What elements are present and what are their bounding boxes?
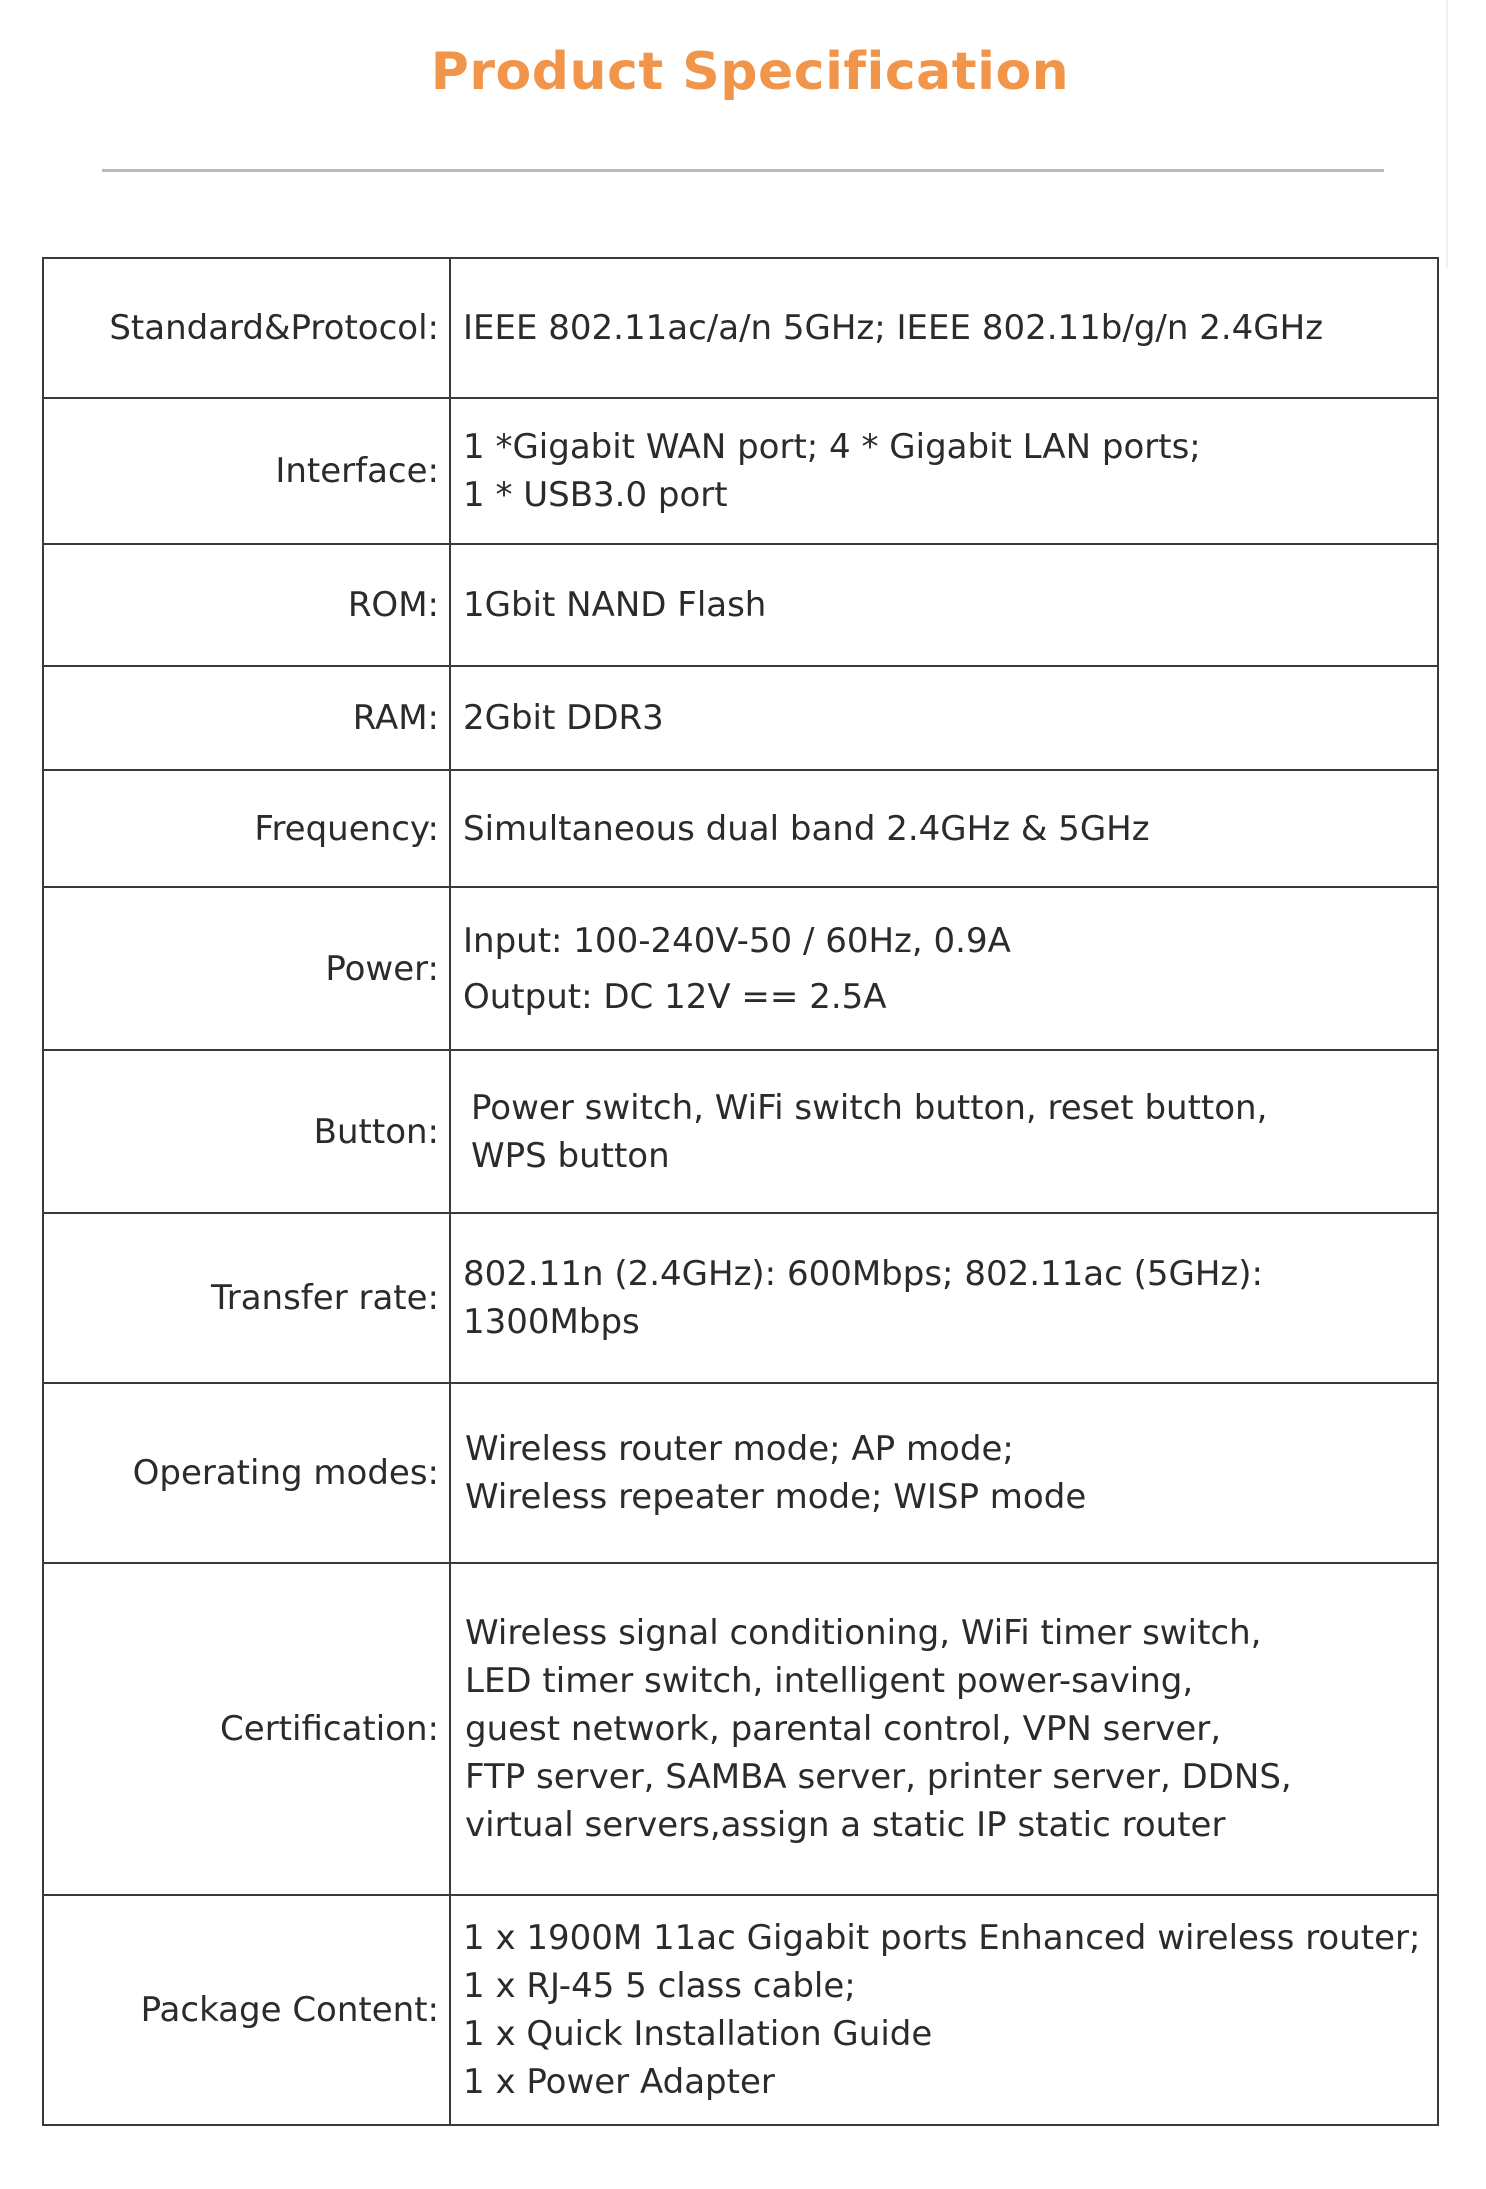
spec-value-line: Simultaneous dual band 2.4GHz & 5GHz [463,808,1150,849]
spec-value-line: Input: 100-240V-50 / 60Hz, 0.9A [463,920,1011,961]
spec-label: Interface: [43,398,450,544]
spec-value [450,1383,1438,1563]
spec-row-rom [43,544,1438,666]
spec-row-ram [43,666,1438,770]
spec-label: Package Content: [43,1895,450,2125]
spec-value-line: 1 x Power Adapter [463,2062,775,2102]
spec-label: Operating modes: [43,1383,450,1563]
spec-label: ROM: [43,544,450,666]
spec-value [450,887,1438,1050]
spec-value-line: WPS button [471,1135,670,1176]
spec-label: Certification: [43,1563,450,1895]
spec-value-line: 2Gbit DDR3 [463,698,664,738]
spec-value-line: guest network, parental control, VPN server, [465,1709,1222,1749]
spec-row-certification [43,1563,1438,1895]
spec-value [450,544,1438,666]
spec-value-line: 1 x Quick Installation Guide [463,2014,933,2054]
spec-value [450,1213,1438,1383]
title-divider [102,169,1384,172]
spec-row-package-content [43,1895,1438,2125]
spec-value-line: Output: DC 12V == 2.5A [463,976,887,1017]
spec-row-power [43,887,1438,1050]
spec-row-transfer-rate [43,1213,1438,1383]
spec-value [450,1050,1438,1213]
spec-value-line: Power switch, WiFi switch button, reset button, [471,1087,1268,1128]
spec-value-line: 1 x RJ-45 5 class cable; [463,1966,856,2006]
spec-value-line: 1 *Gigabit WAN port; 4 * Gigabit LAN ports; [463,427,1201,467]
spec-value-line: Wireless signal conditioning, WiFi timer switch, [465,1613,1262,1653]
spec-value [450,1563,1438,1895]
spec-value-line: 1 x 1900M 11ac Gigabit ports Enhanced wireless router; [463,1918,1421,1958]
spec-row-standard [43,258,1438,398]
spec-value-line: Wireless router mode; AP mode; [465,1429,1014,1469]
spec-label: Frequency: [43,770,450,887]
spec-table [42,257,1439,2126]
spec-value-line: 1Gbit NAND Flash [463,585,767,625]
spec-label: Standard&Protocol: [43,258,450,398]
page-title: Product Specification [430,42,1070,102]
spec-value [450,1895,1438,2125]
spec-value-line: Wireless repeater mode; WISP mode [465,1477,1087,1517]
header-band [0,0,1448,268]
spec-value-line: IEEE 802.11ac/a/n 5GHz; IEEE 802.11b/g/n 2.4GHz [463,308,1324,348]
spec-value-line: LED timer switch, intelligent power-saving, [465,1661,1194,1701]
spec-row-frequency [43,770,1438,887]
spec-row-button [43,1050,1438,1213]
spec-value [450,770,1438,887]
spec-row-interface [43,398,1438,544]
spec-value-line: 1300Mbps [463,1302,640,1342]
spec-value [450,398,1438,544]
spec-value-line: 802.11n (2.4GHz): 600Mbps; 802.11ac (5GHz): [463,1254,1263,1294]
spec-label: Transfer rate: [43,1213,450,1383]
spec-value [450,258,1438,398]
spec-row-operating-modes [43,1383,1438,1563]
spec-value-line: 1 * USB3.0 port [463,475,728,515]
spec-value [450,666,1438,770]
spec-label: Button: [43,1050,450,1213]
spec-value-line: virtual servers,assign a static IP static router [465,1805,1226,1845]
spec-label: RAM: [43,666,450,770]
spec-value-line: FTP server, SAMBA server, printer server, DDNS, [465,1757,1292,1797]
spec-label: Power: [43,887,450,1050]
